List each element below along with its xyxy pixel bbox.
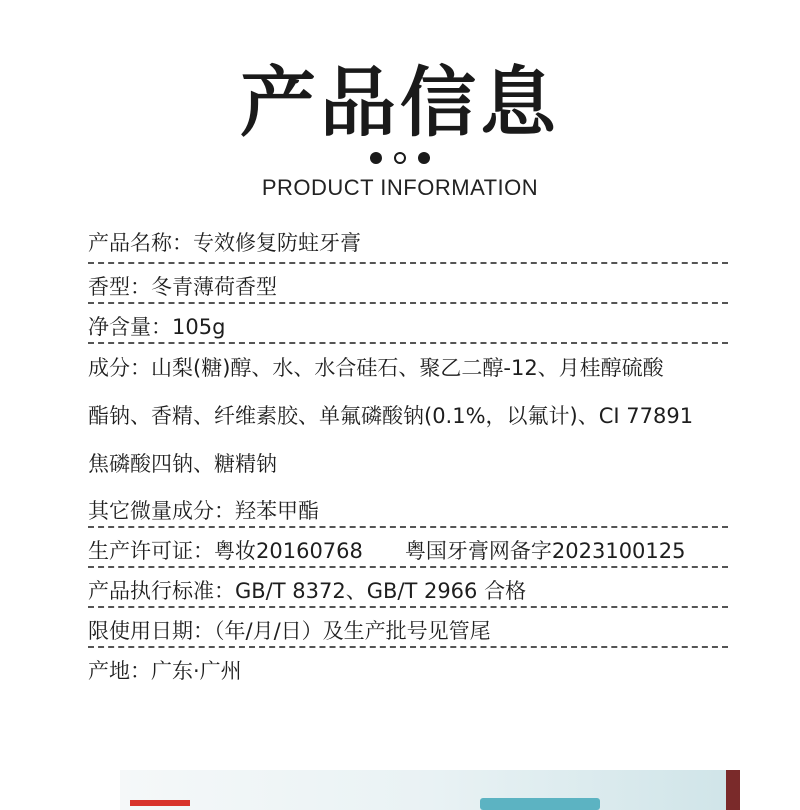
info-row-net-content: 净含量：105g [88,304,728,344]
info-row-ingredients [88,344,728,488]
product-info-list [88,220,728,688]
ingredients-line-2: 酯钠、香精、纤维素胶、单氟磷酸钠(0.1%，以氟计)、CI 77891 [88,404,694,428]
info-row-other-ingredients: 其它微量成分：羟苯甲酯 [88,488,728,528]
dot-outline-icon [394,152,406,164]
info-row-license: 生产许可证：粤妆20160768 粤国牙膏网备字2023100125 [88,528,728,568]
info-row-origin: 产地：广东·广州 [88,659,242,683]
decorative-dots [0,152,800,164]
page-title: 产品信息 [240,58,560,147]
info-row-name: 产品名称：专效修复防蛀牙膏 [88,220,728,264]
page-subtitle: PRODUCT INFORMATION [261,175,539,200]
product-package-image [120,770,740,810]
info-row-expiry: 限使用日期：（年/月/日）及生产批号见管尾 [88,608,728,648]
info-row-standard: 产品执行标准：GB/T 8372、GB/T 2966 合格 [88,568,728,608]
dot-icon [418,152,430,164]
dot-icon [370,152,382,164]
info-row-scent: 香型：冬青薄荷香型 [88,264,728,304]
ingredients-line-1: 成分：山梨(糖)醇、水、水合硅石、聚乙二醇-12、月桂醇硫酸 [88,356,664,380]
ingredients-line-3: 焦磷酸四钠、糖精钠 [88,452,277,476]
